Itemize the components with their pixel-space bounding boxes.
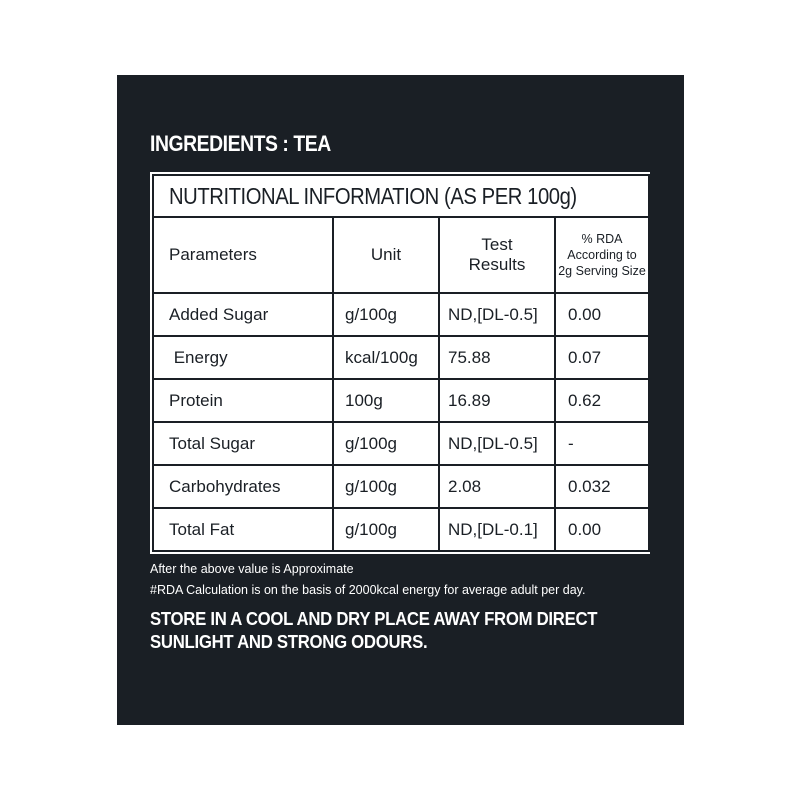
cell-parameter: Added Sugar: [153, 293, 333, 336]
table-row: [153, 422, 649, 465]
cell-result: ND,[DL-0.5]: [439, 293, 555, 336]
header-rda-line3: 2g Serving Size: [558, 264, 646, 278]
cell-unit: g/100g: [333, 508, 439, 551]
cell-rda: 0.032: [555, 465, 649, 508]
table-row: [153, 336, 649, 379]
header-rda-line2: According to: [567, 248, 637, 262]
label-panel: [117, 75, 684, 725]
cell-result: 75.88: [439, 336, 555, 379]
header-rda-line1: % RDA: [581, 232, 623, 246]
ingredients-heading: INGREDIENTS : TEA: [150, 131, 331, 156]
header-unit: Unit: [333, 217, 439, 293]
table-row: [153, 465, 649, 508]
cell-result: 2.08: [439, 465, 555, 508]
cell-rda: 0.00: [555, 508, 649, 551]
cell-parameter: Energy: [153, 336, 333, 379]
cell-unit: kcal/100g: [333, 336, 439, 379]
cell-rda: -: [555, 422, 649, 465]
cell-unit: 100g: [333, 379, 439, 422]
cell-unit: g/100g: [333, 422, 439, 465]
cell-rda: 0.07: [555, 336, 649, 379]
header-test-line2: Results: [468, 255, 526, 274]
cell-result: ND,[DL-0.5]: [439, 422, 555, 465]
cell-unit: g/100g: [333, 293, 439, 336]
cell-parameter: Total Sugar: [153, 422, 333, 465]
table-row: [153, 508, 649, 551]
cell-unit: g/100g: [333, 465, 439, 508]
header-test-line1: Test: [481, 235, 513, 254]
footnotes: [150, 559, 585, 601]
cell-parameter: Protein: [153, 379, 333, 422]
footnote-approximate: After the above value is Approximate: [150, 562, 354, 576]
cell-parameter: Total Fat: [153, 508, 333, 551]
footnote-rda-basis: #RDA Calculation is on the basis of 2000kcal energy for average adult per day.: [150, 583, 586, 597]
nutrition-table: [152, 174, 650, 552]
header-test-results: [439, 217, 555, 293]
table-title: [153, 175, 649, 217]
cell-result: 16.89: [439, 379, 555, 422]
table-header-row: [153, 217, 649, 293]
storage-instructions: [150, 608, 597, 654]
table-title-text: NUTRITIONAL INFORMATION (AS PER 100g): [169, 182, 577, 209]
cell-rda: 0.62: [555, 379, 649, 422]
header-rda: [555, 217, 649, 293]
table-row: [153, 379, 649, 422]
table-row: [153, 293, 649, 336]
nutrition-table-box: [150, 172, 650, 554]
header-parameters: Parameters: [153, 217, 333, 293]
storage-line-1: STORE IN A COOL AND DRY PLACE AWAY FROM DIRECT: [150, 609, 598, 629]
cell-result: ND,[DL-0.1]: [439, 508, 555, 551]
cell-rda: 0.00: [555, 293, 649, 336]
storage-line-2: SUNLIGHT AND STRONG ODOURS.: [150, 632, 428, 652]
cell-parameter: Carbohydrates: [153, 465, 333, 508]
